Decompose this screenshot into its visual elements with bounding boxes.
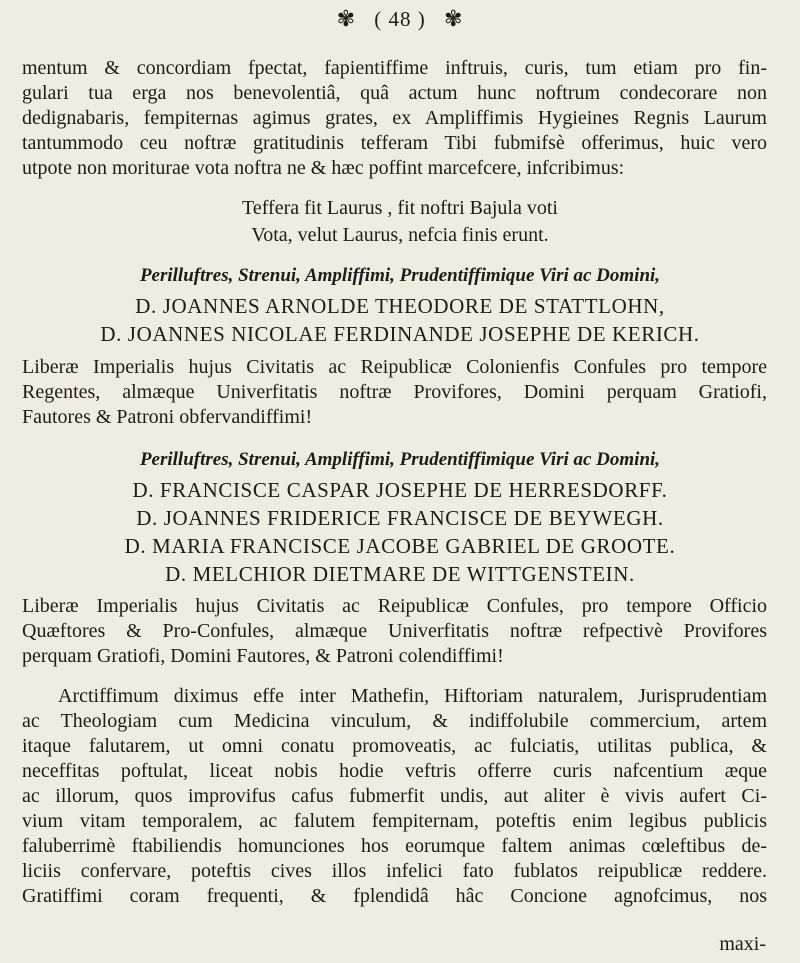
catchword: maxi- <box>719 933 766 955</box>
text-line: tantummodo ceu noftræ gratitudinis tefferam Tibi fubmifsè offerimus, huic vero <box>22 132 767 154</box>
text-line: ac Theologiam cum Medicina vinculum, & indiffolubile commercium, artem <box>22 710 767 732</box>
page-number: ( 48 ) <box>374 7 426 31</box>
salutation: Perilluftres, Strenui, Ampliffimi, Prudentiffimique Viri ac Domini, <box>139 265 661 286</box>
text-line: vium vitam temporalem, ac falutem fempiternam, poteftis enim legibus publicis <box>22 810 767 832</box>
name-line: D. JOANNES FRIDERICE FRANCISCE DE BEYWEGH. <box>136 506 664 530</box>
verse-line: Teffera fit Laurus , fit noftri Bajula voti <box>242 197 558 219</box>
name-line: D. MELCHIOR DIETMARE DE WITTGENSTEIN. <box>165 562 635 586</box>
text-line: itaque falutarem, ut omni conatu promoveatis, ac fulciatis, utilitas publica, & <box>22 735 767 757</box>
right-ornament-icon: ✾ <box>444 6 464 31</box>
text-line: mentum & concordiam fpectat, fapientiffime inftruis, curis, tum etiam pro fin- <box>22 57 767 79</box>
name-line: D. JOANNES ARNOLDE THEODORE DE STATTLOHN, <box>135 294 665 318</box>
name-line: D. FRANCISCE CASPAR JOSEPHE DE HERRESDORFF. <box>132 478 668 502</box>
text-line: Fautores & Patroni obfervandiffimi! <box>22 406 313 428</box>
text-line: Liberæ Imperialis hujus Civitatis ac Reipublicæ Colonienfis Confules pro tempore <box>22 356 767 378</box>
text-line: Regentes, almæque Univerfitatis noftræ Provifores, Domini perquam Gratiofi, <box>22 381 767 403</box>
text-line: faluberrimè ftabiliendis homunciones hos eorumque faltem animas cœleftibus de- <box>22 835 767 857</box>
text-line: perquam Gratiofi, Domini Fautores, & Patroni colendiffimi! <box>22 645 504 667</box>
text-line: Arctiffimum diximus effe inter Mathefin, Hiftoriam naturalem, Jurisprudentiam <box>58 685 767 707</box>
text-line: Quæftores & Pro-Confules, almæque Univerfitatis noftræ refpectivè Provifores <box>22 620 767 642</box>
text-line: neceffitas poftulat, liceat nobis hodie veftris offerre curis nafcentium æque <box>22 760 767 782</box>
text-line: gulari tua erga nos benevolentiâ, quâ actum hunc noftrum condecorare non <box>22 82 767 104</box>
text-line: Liberæ Imperialis hujus Civitatis ac Reipublicæ Confules, pro tempore Officio <box>22 595 767 617</box>
name-line: D. MARIA FRANCISCE JACOBE GABRIEL DE GROOTE. <box>124 534 676 558</box>
text-line: Gratiffimi coram frequenti, & fplendidâ hâc Concione agnofcimus, nos <box>22 885 767 907</box>
salutation: Perilluftres, Strenui, Ampliffimi, Prudentiffimique Viri ac Domini, <box>139 449 661 470</box>
text-line: liciis confervare, poteftis cives illos infelici fato fublatos reipublicæ reddere. <box>22 860 767 882</box>
verse-line: Vota, velut Laurus, nefcia finis erunt. <box>251 224 549 246</box>
page-header <box>0 6 800 32</box>
text-line: ac illorum, quos improvifus cafus fubmerfit undis, aut aliter è vivis aufert Ci- <box>22 785 767 807</box>
name-line: D. JOANNES NICOLAE FERDINANDE JOSEPHE DE KERICH. <box>100 322 700 346</box>
text-line: utpote non moriturae vota noftra ne & hæc poffint marcefcere, infcribimus: <box>22 157 625 179</box>
text-line: dedignabaris, fempiternas agimus grates, ex Ampliffimis Hygieines Regnis Laurum <box>22 107 767 129</box>
left-ornament-icon: ✾ <box>336 6 356 31</box>
